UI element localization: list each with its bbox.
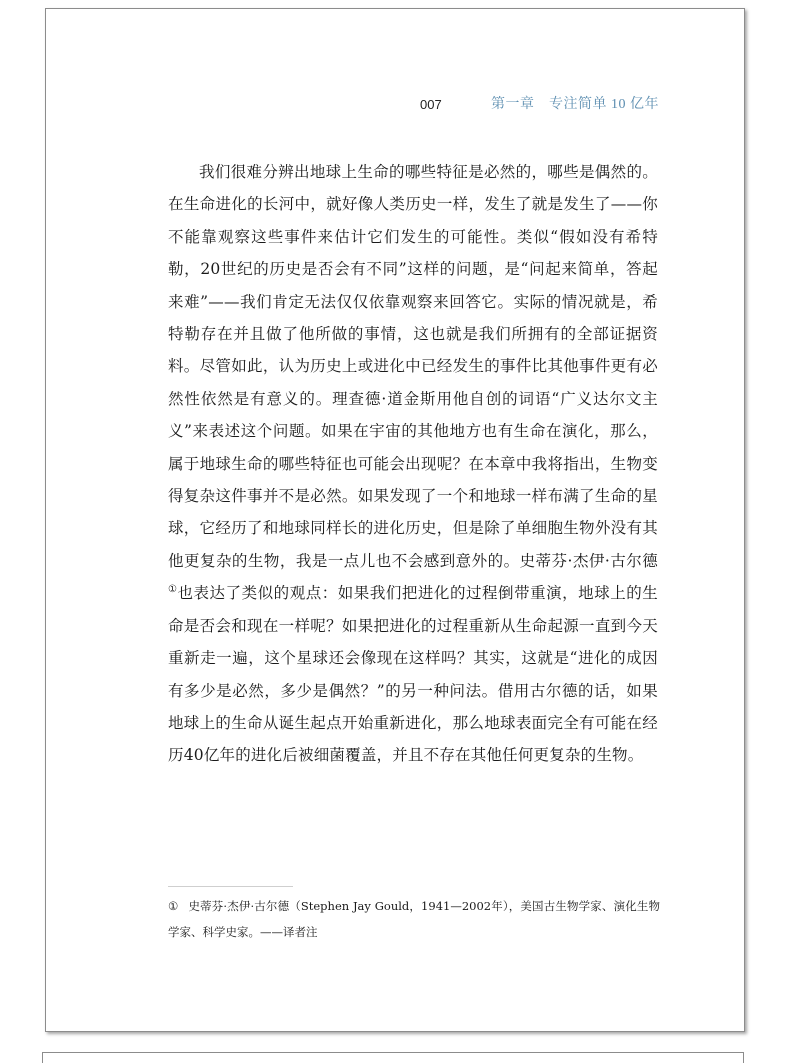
footnote-divider xyxy=(168,886,293,887)
body-paragraph xyxy=(168,156,658,772)
footnote-marker: ① xyxy=(168,899,179,913)
paragraph-text-part-2: 也表达了类似的观点：如果我们把进化的过程倒带重演，地球上的生命是否会和现在一样呢？如果把进化的过程重新从生命起源一直到今天重新走一遍，这个星球还会像现在这样吗？其实，这就是“进化的成因有多少是必然，多少是偶然？”的另一种问法。借用古尔德的话，如果地球上的生命从诞生起点开始重新进化，那么地球表面完全有可能在经历40亿年的进化后被细菌覆盖，并且不存在其他任何更复杂的生物。 xyxy=(168,584,658,765)
footnote-text: 史蒂芬·杰伊·古尔德（Stephen Jay Gould，1941—2002年），美国古生物学家、演化生物学家、科学史家。——译者注 xyxy=(168,899,661,939)
chapter-title: 第一章 专注简单 10 亿年 xyxy=(491,97,659,112)
footnote-reference[interactable]: ① xyxy=(168,584,178,596)
page-header xyxy=(46,95,746,115)
next-page-edge xyxy=(42,1052,744,1063)
paragraph-text-part-1: 我们很难分辨出地球上生命的哪些特征是必然的，哪些是偶然的。在生命进化的长河中，就好像人类历史一样，发生了就是发生了——你不能靠观察这些事件来估计它们发生的可能性。类似“假如没有希特勒，20世纪的历史是否会有不同”这样的问题，是“问起来简单，答起来难”——我们肯定无法仅仅依靠观察来回答它。实际的情况就是，希特勒存在并且做了他所做的事情，这也就是我们所拥有的全部证据资料。尽管如此，认为历史上或进化中已经发生的事件比其他事件更有必然性依然是有意义的。理查德·道金斯用他自创的词语“广义达尔文主义”来表述这个问题。如果在宇宙的其他地方也有生命在演化，那么，属于地球生命的哪些特征也可能会出现呢？在本章中我将指出，生物变得复杂这件事并不是必然。如果发现了一个和地球一样布满了生命的星球，它经历了和地球同样长的进化历史，但是除了单细胞生物外没有其他更复杂的生物，我是一点儿也不会感到意外的。史蒂芬·杰伊·古尔德 xyxy=(168,163,658,570)
footnote xyxy=(168,893,660,945)
document-page xyxy=(45,8,745,1032)
page-number: 007 xyxy=(420,97,442,112)
